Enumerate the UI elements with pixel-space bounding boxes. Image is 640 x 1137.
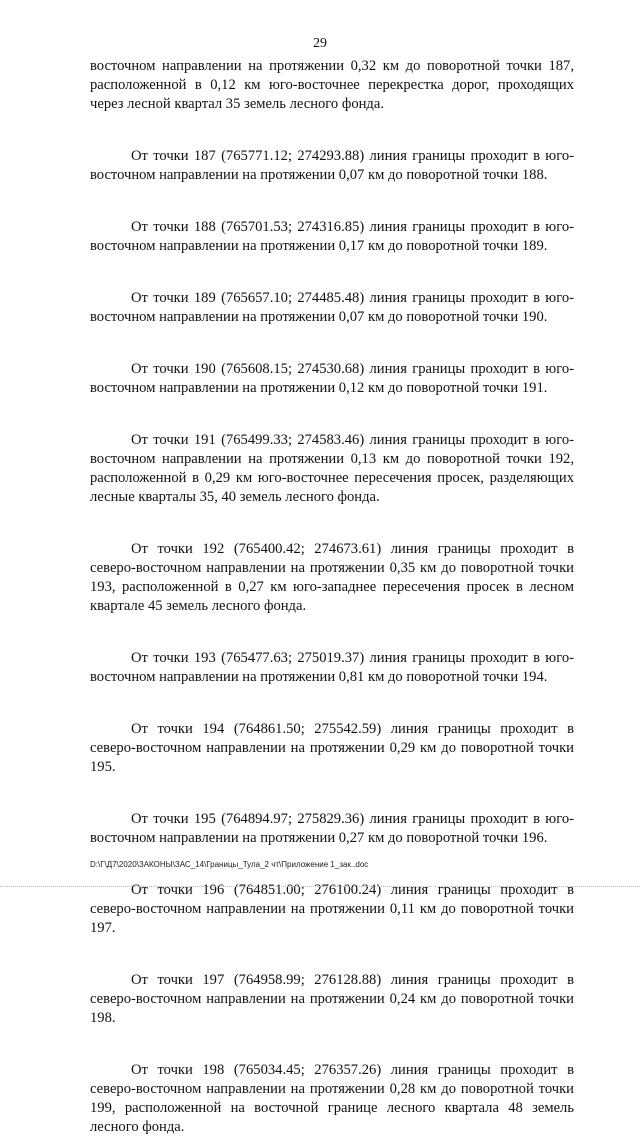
paragraph-point-188: От точки 188 (765701.53; 274316.85) линия границы проходит в юго-восточном направлении на протяжении 0,17 км до поворотной точки 189. — [90, 219, 574, 254]
paragraph-point-194: От точки 194 (764861.50; 275542.59) линия границы проходит в северо-восточном направлении на протяжении 0,29 км до поворотной точки 195. — [90, 721, 574, 775]
paragraph-point-191: От точки 191 (765499.33; 274583.46) линия границы проходит в юго-восточном направлении на протяжении 0,13 км до поворотной точки 192, расположенной в 0,29 км юго-восточнее пересечения просек, разделяющих лесные кварталы 35, 40 земель лесного фонда. — [90, 432, 574, 505]
scan-edge-divider — [0, 886, 640, 889]
paragraph-point-187: От точки 187 (765771.12; 274293.88) линия границы проходит в юго-восточном направлении на протяжении 0,07 км до поворотной точки 188. — [90, 148, 574, 183]
paragraph-point-190: От точки 190 (765608.15; 274530.68) линия границы проходит в юго-восточном направлении на протяжении 0,12 км до поворотной точки 191. — [90, 361, 574, 396]
document-body — [90, 57, 574, 1137]
paragraph-point-197: От точки 197 (764958.99; 276128.88) линия границы проходит в северо-восточном направлении на протяжении 0,24 км до поворотной точки 198. — [90, 972, 574, 1026]
paragraph-point-192: От точки 192 (765400.42; 274673.61) линия границы проходит в северо-восточном направлении на протяжении 0,35 км до поворотной точки 193, расположенной в 0,27 км юго-западнее пересечения просек в лесном квартале 45 земель лесного фонда. — [90, 541, 574, 614]
paragraph-point-189: От точки 189 (765657.10; 274485.48) линия границы проходит в юго-восточном направлении на протяжении 0,07 км до поворотной точки 190. — [90, 290, 574, 325]
paragraph-point-198: От точки 198 (765034.45; 276357.26) линия границы проходит в северо-восточном направлении на протяжении 0,28 км до поворотной точки 199, расположенной на восточной границе лесного квартала 48 земель лесного фонда. — [90, 1062, 574, 1135]
paragraph-point-193: От точки 193 (765477.63; 275019.37) линия границы проходит в юго-восточном направлении на протяжении 0,81 км до поворотной точки 194. — [90, 650, 574, 685]
paragraph-point-196: От точки 196 (764851.00; 276100.24) линия границы проходит в северо-восточном направлении на протяжении 0,11 км до поворотной точки 197. — [90, 882, 574, 936]
page-number: 29 — [313, 36, 327, 51]
paragraph-point-195: От точки 195 (764894.97; 275829.36) линия границы проходит в юго-восточном направлении на протяжении 0,27 км до поворотной точки 196. — [90, 811, 574, 846]
paragraph-continuation: восточном направлении на протяжении 0,32 км до поворотной точки 187, расположенной в 0,12 км юго-восточнее перекрестка дорог, проходящих через лесной квартал 35 земель лесного фонда. — [90, 58, 574, 112]
file-path-footer: D:\Г\Д7\2020\ЗАКОНЫ\ЗАС_14\Границы_Тула_2 чт\Приложение 1_зак..doc — [90, 860, 369, 869]
